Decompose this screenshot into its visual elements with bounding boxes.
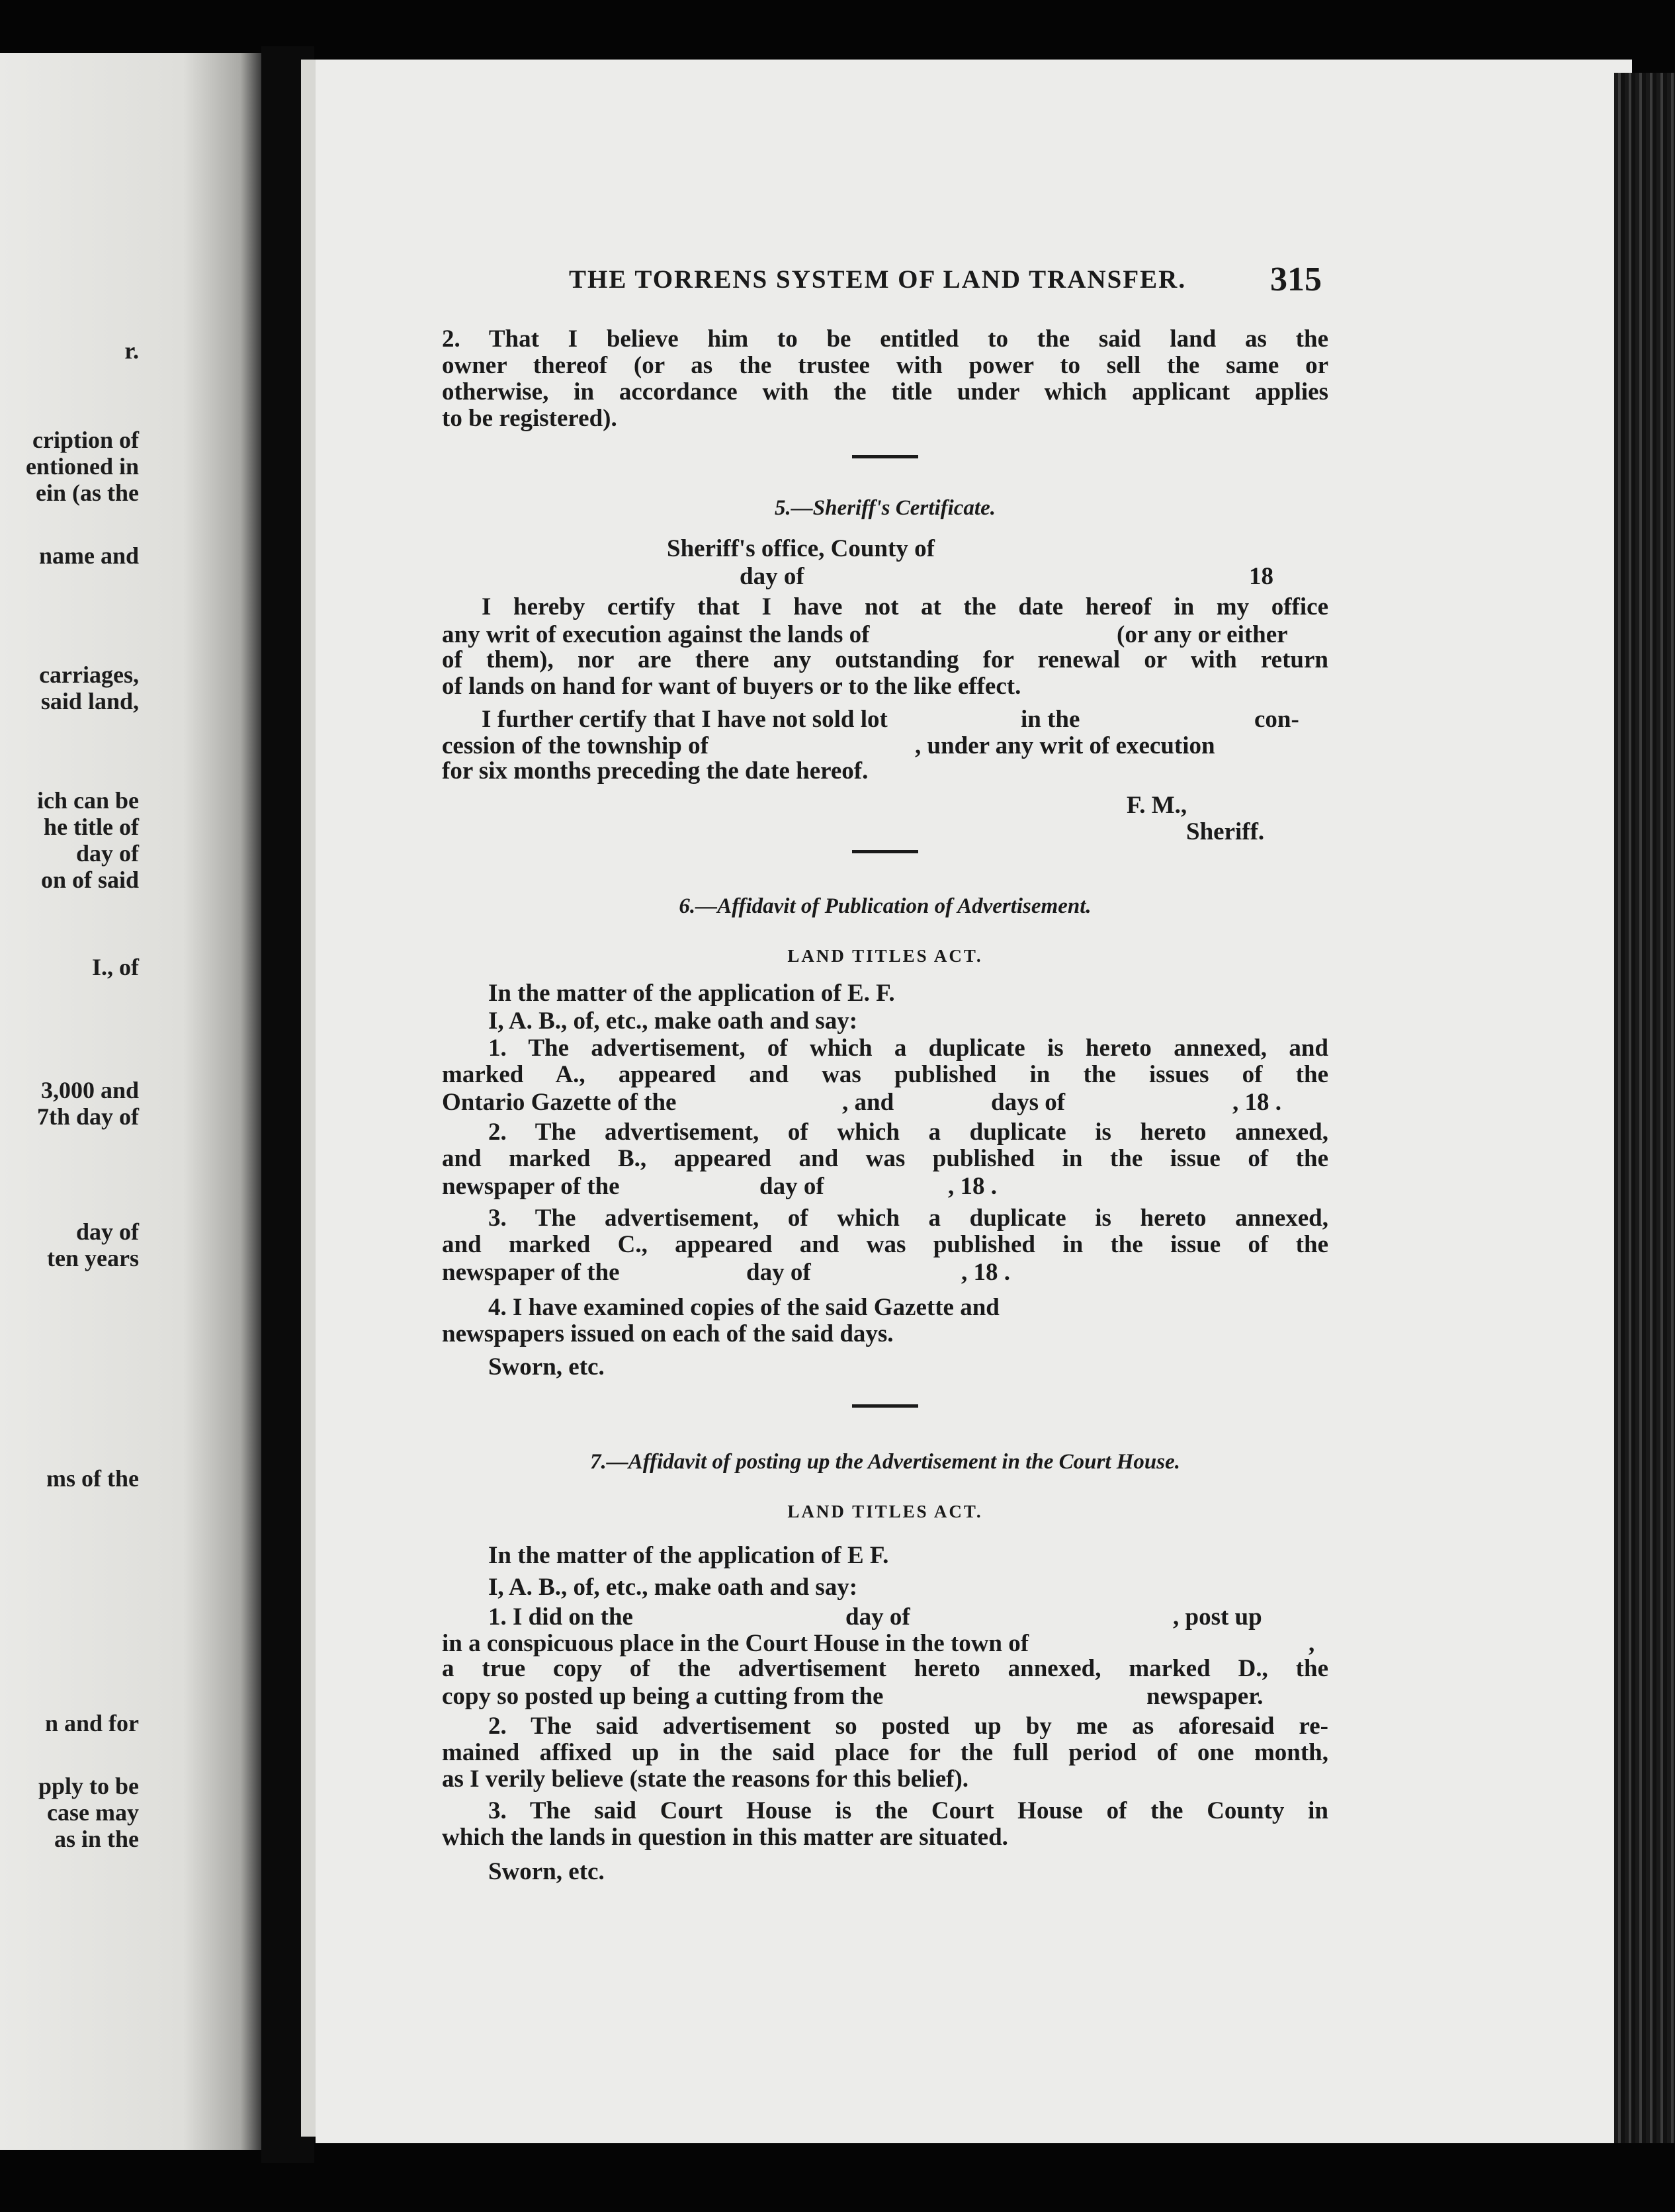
left-fragment: ms of the: [46, 1465, 139, 1492]
left-fragment: ten years: [47, 1245, 139, 1271]
text-line: as I verily believe (state the reasons for this belief).: [442, 1765, 969, 1793]
text-line: mained affixed up in the said place for the full period of one month,: [442, 1739, 1328, 1766]
left-fragment: day of: [75, 840, 139, 867]
section-heading: 7.—Affidavit of posting up the Advertisement in the Court House.: [590, 1450, 1180, 1474]
text-line: newspaper of the: [442, 1173, 620, 1200]
page-stack-edge: [1614, 73, 1675, 2143]
text-line: day of: [740, 563, 804, 590]
text-line: and marked C., appeared and was published in the issue of the: [442, 1231, 1328, 1258]
left-fragment: he title of: [44, 814, 139, 840]
act-title: LAND TITLES ACT.: [787, 946, 983, 966]
left-fragment: carriages,: [39, 661, 139, 688]
text-line: a true copy of the advertisement hereto annexed, marked D., the: [442, 1655, 1328, 1682]
signature-title: Sheriff.: [1186, 818, 1265, 845]
text-line: 2. The advertisement, of which a duplicate is hereto annexed,: [488, 1119, 1328, 1146]
text-line: Sworn, etc.: [488, 1353, 605, 1381]
text-line: 3. The said Court House is the Court House of the County in: [488, 1797, 1328, 1824]
section-divider: [852, 455, 918, 458]
text-line: Ontario Gazette of the: [442, 1089, 677, 1116]
left-fragment: as in the: [54, 1826, 139, 1852]
text-line: 2. That I believe him to be entitled to the said land as the: [442, 325, 1328, 353]
text-line: in the: [1021, 706, 1080, 733]
left-fragment: I., of: [92, 954, 139, 980]
text-line: of lands on hand for want of buyers or to the like effect.: [442, 673, 1021, 700]
text-line: (or any or either: [1117, 621, 1288, 648]
left-fragment: said land,: [40, 688, 139, 714]
text-line: in a conspicuous place in the Court House in the town of: [442, 1630, 1029, 1657]
left-fragment: 3,000 and: [40, 1077, 139, 1103]
text-line: otherwise, in accordance with the title under which applicant applies: [442, 378, 1328, 405]
text-line: newspapers issued on each of the said days.: [442, 1320, 894, 1347]
text-line: 1. I did on the: [488, 1603, 633, 1631]
section-divider: [852, 850, 918, 853]
act-title: LAND TITLES ACT.: [787, 1502, 983, 1521]
text-line: , post up: [1173, 1603, 1262, 1631]
left-fragment: on of said: [40, 867, 139, 893]
text-line: which the lands in question in this matter are situated.: [442, 1824, 1008, 1851]
text-line: Sheriff's office, County of: [667, 535, 935, 562]
text-line: day of: [759, 1173, 824, 1200]
gutter-page-strip: [301, 60, 316, 2137]
left-facing-page: [0, 53, 261, 2150]
text-line: con-: [1254, 706, 1299, 733]
left-fragment: entioned in: [25, 453, 139, 480]
text-line: marked A., appeared and was published in the issues of the: [442, 1061, 1328, 1088]
text-line: , 18 .: [948, 1173, 997, 1200]
text-line: I, A. B., of, etc., make oath and say:: [488, 1574, 858, 1601]
text-line: In the matter of the application of E. F.: [488, 980, 895, 1007]
text-line: for six months preceding the date hereof.: [442, 757, 869, 785]
text-line: I, A. B., of, etc., make oath and say:: [488, 1007, 858, 1035]
running-header: THE TORRENS SYSTEM OF LAND TRANSFER.: [569, 265, 1187, 294]
text-line: , 18 .: [961, 1259, 1010, 1286]
left-fragment: ein (as the: [36, 480, 139, 506]
text-line: owner thereof (or as the trustee with power to sell the same or: [442, 352, 1328, 379]
text-line: ,: [1309, 1630, 1315, 1657]
section-heading: 5.—Sheriff's Certificate.: [775, 496, 996, 520]
text-line: copy so posted up being a cutting from the: [442, 1683, 884, 1710]
text-line: cession of the township of: [442, 732, 709, 759]
text-line: Sworn, etc.: [488, 1858, 605, 1885]
left-fragment: cription of: [32, 427, 139, 453]
text-line: 4. I have examined copies of the said Gazette and: [488, 1294, 1000, 1321]
text-line: 1. The advertisement, of which a duplicate is hereto annexed, and: [488, 1035, 1328, 1062]
text-line: , under any writ of execution: [915, 732, 1215, 759]
left-fragment: ich can be: [36, 787, 139, 814]
text-line: and marked B., appeared and was published in the issue of the: [442, 1145, 1328, 1172]
text-line: In the matter of the application of E F.: [488, 1542, 889, 1569]
left-fragment: case may: [47, 1799, 139, 1826]
text-line: day of: [845, 1603, 910, 1631]
year-field: 18: [1249, 563, 1273, 590]
text-line: I hereby certify that I have not at the date hereof in my office: [482, 593, 1328, 620]
text-line: , and: [842, 1089, 894, 1116]
text-line: day of: [746, 1259, 811, 1286]
signature-initials: F. M.,: [1127, 792, 1187, 819]
text-line: 3. The advertisement, of which a duplicate is hereto annexed,: [488, 1205, 1328, 1232]
text-line: to be registered).: [442, 405, 617, 432]
section-heading: 6.—Affidavit of Publication of Advertisement.: [679, 894, 1092, 918]
left-fragment: pply to be: [38, 1773, 139, 1799]
text-line: newspaper of the: [442, 1259, 620, 1286]
page-number: 315: [1270, 261, 1322, 298]
text-line: 2. The said advertisement so posted up by me as aforesaid re-: [488, 1713, 1328, 1740]
left-fragment: name and: [38, 542, 139, 569]
left-fragment: day of: [75, 1218, 139, 1245]
text-line: newspaper.: [1146, 1683, 1264, 1710]
text-line: days of: [991, 1089, 1066, 1116]
left-fragment: r.: [124, 337, 139, 364]
text-line: any writ of execution against the lands of: [442, 621, 870, 648]
text-line: , 18 .: [1232, 1089, 1281, 1116]
section-divider: [852, 1404, 918, 1408]
text-line: I further certify that I have not sold lot: [482, 706, 888, 733]
left-fragment: n and for: [44, 1710, 139, 1736]
left-fragment: 7th day of: [36, 1103, 139, 1130]
text-line: of them), nor are there any outstanding for renewal or with return: [442, 646, 1328, 673]
